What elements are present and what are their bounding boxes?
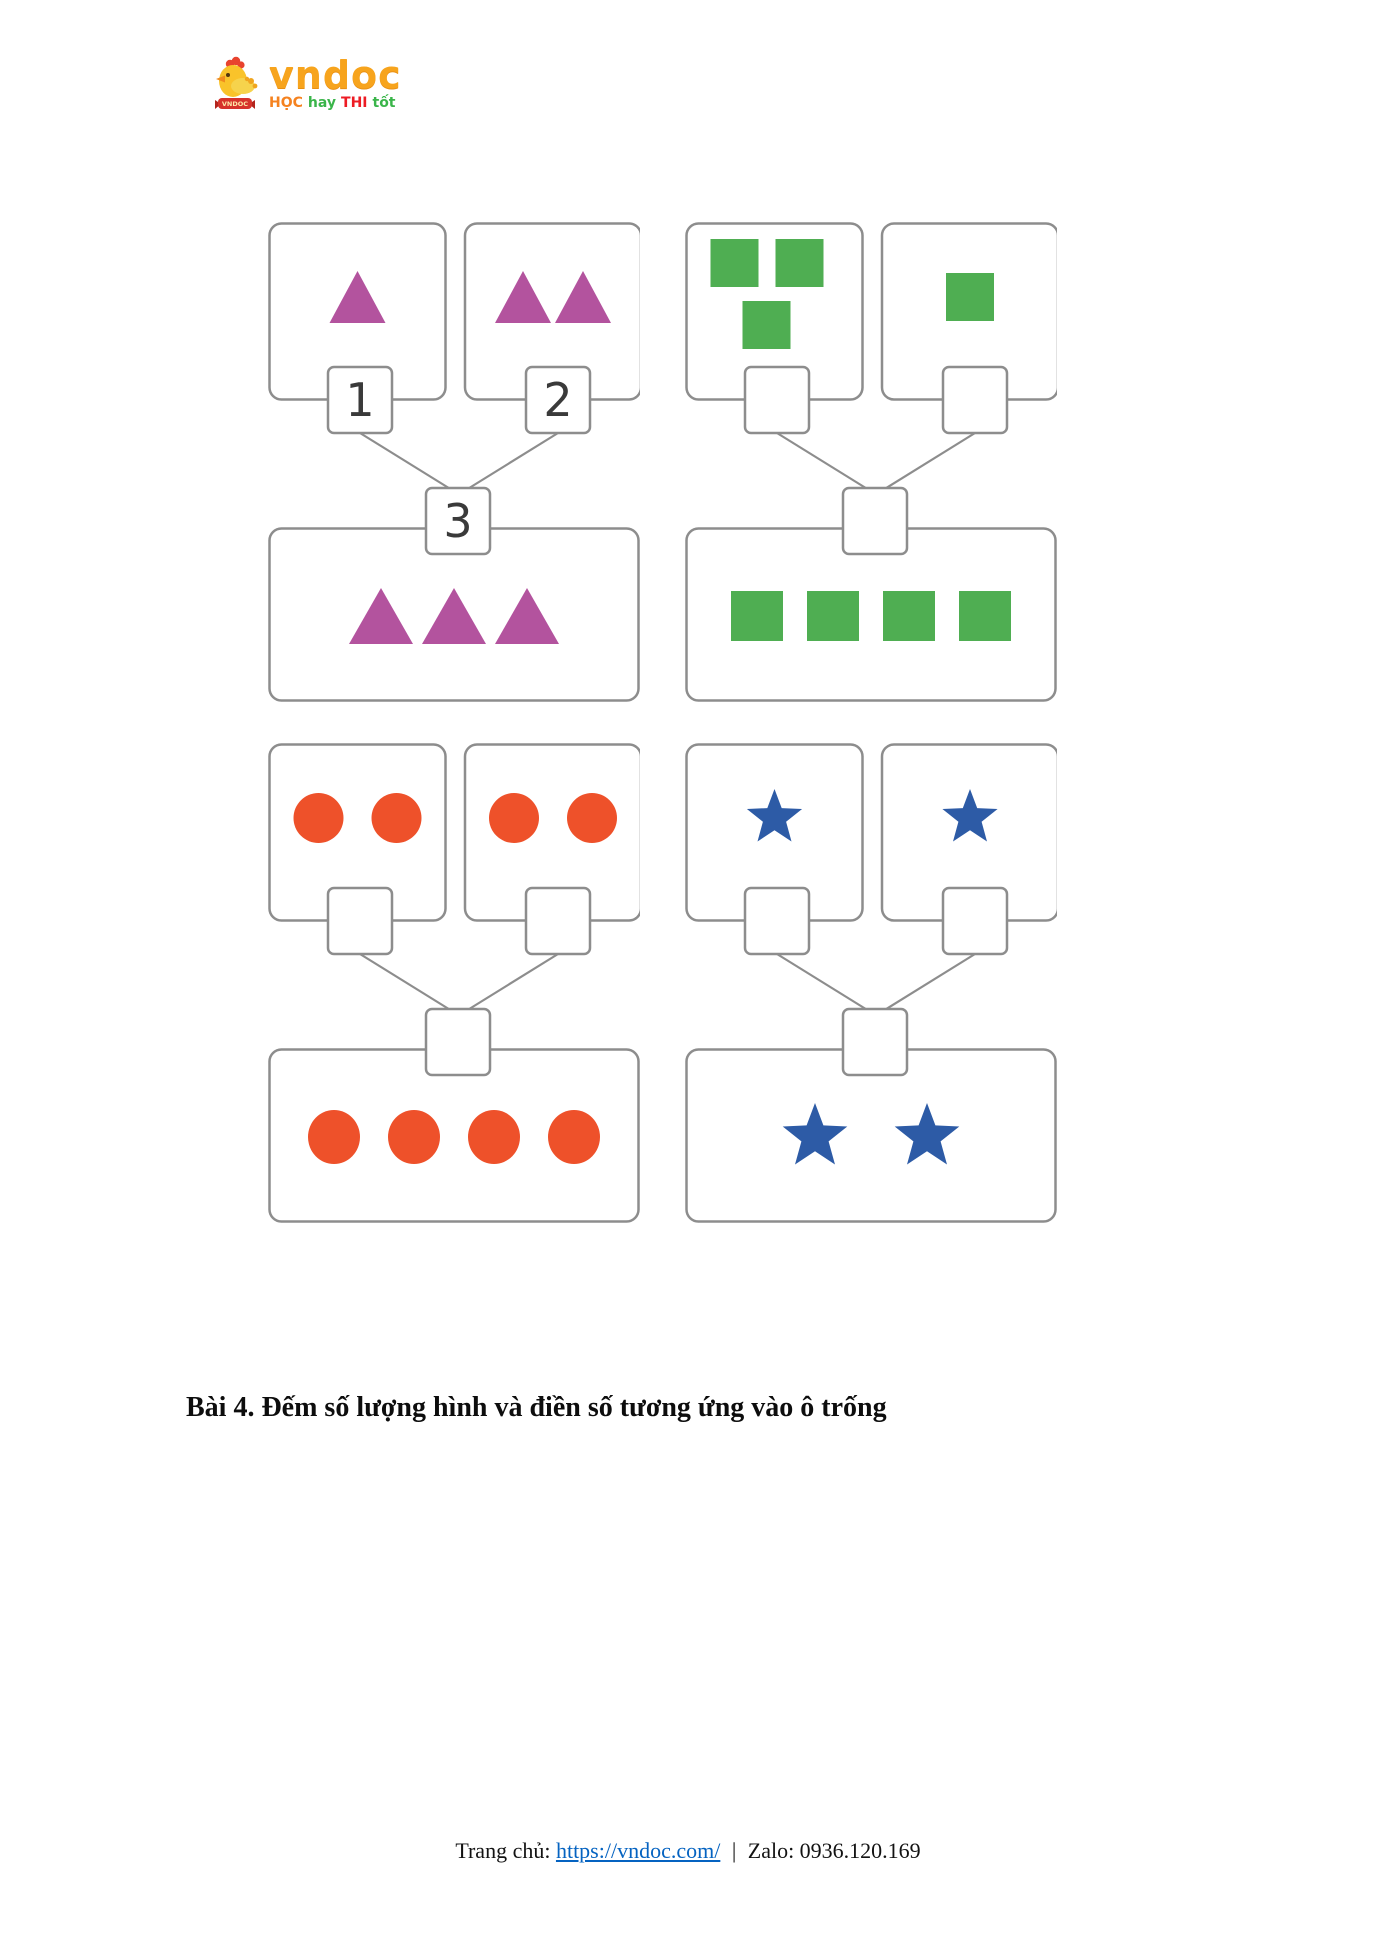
number-box-digit: 2 [543, 373, 573, 427]
circle-shape [489, 793, 539, 843]
answer-box [943, 367, 1007, 433]
connector-line [883, 954, 975, 1011]
answer-box [943, 888, 1007, 954]
footer-zalo: Zalo: 0936.120.169 [747, 1838, 921, 1863]
tagline-word: THI [341, 95, 368, 111]
connector-line [883, 433, 975, 490]
tagline-word: hay [307, 95, 337, 111]
tagline-word: HỌC [269, 95, 303, 111]
square-shape [883, 591, 935, 641]
answer-box [745, 888, 809, 954]
circle-shape [548, 1110, 600, 1164]
square-shape [807, 591, 859, 641]
footer-home-label: Trang chủ: [455, 1838, 551, 1863]
number-bond-group-star [685, 743, 1057, 1229]
number-box-digit: 1 [345, 373, 375, 427]
square-shape [743, 301, 791, 349]
circle-shape [567, 793, 617, 843]
number-box-digit: 3 [443, 494, 473, 548]
home-url-link[interactable]: https://vndoc.com/ [555, 1838, 721, 1863]
answer-box [526, 888, 590, 954]
exercise-title: Bài 4. Đếm số lượng hình và điền số tương ứng vào ô trống [186, 1392, 887, 1423]
brand-name: vndoc [269, 53, 402, 97]
circle-shape [388, 1110, 440, 1164]
page-footer [0, 1838, 1376, 1864]
connector-line [777, 954, 869, 1011]
circle-shape [308, 1110, 360, 1164]
circle-shape [468, 1110, 520, 1164]
connector-line [466, 954, 558, 1011]
answer-box [843, 488, 907, 554]
square-shape [946, 273, 994, 321]
answer-box [745, 367, 809, 433]
mascot-banner-text: VNDOC [221, 100, 249, 108]
tagline-word: tốt [372, 95, 396, 111]
connector-line [777, 433, 869, 490]
number-bond-group-circle [268, 743, 640, 1229]
answer-box [328, 888, 392, 954]
number-bond-group-square [685, 222, 1057, 708]
square-shape [711, 239, 759, 287]
circle-shape [294, 793, 344, 843]
connector-line [466, 433, 558, 490]
connector-line [360, 954, 452, 1011]
square-shape [731, 591, 783, 641]
footer-separator: | [731, 1838, 737, 1863]
circle-shape [372, 793, 422, 843]
square-shape [959, 591, 1011, 641]
number-bond-group-triangle [268, 222, 640, 708]
square-shape [776, 239, 824, 287]
connector-line [360, 433, 452, 490]
answer-box [426, 1009, 490, 1075]
answer-box [843, 1009, 907, 1075]
